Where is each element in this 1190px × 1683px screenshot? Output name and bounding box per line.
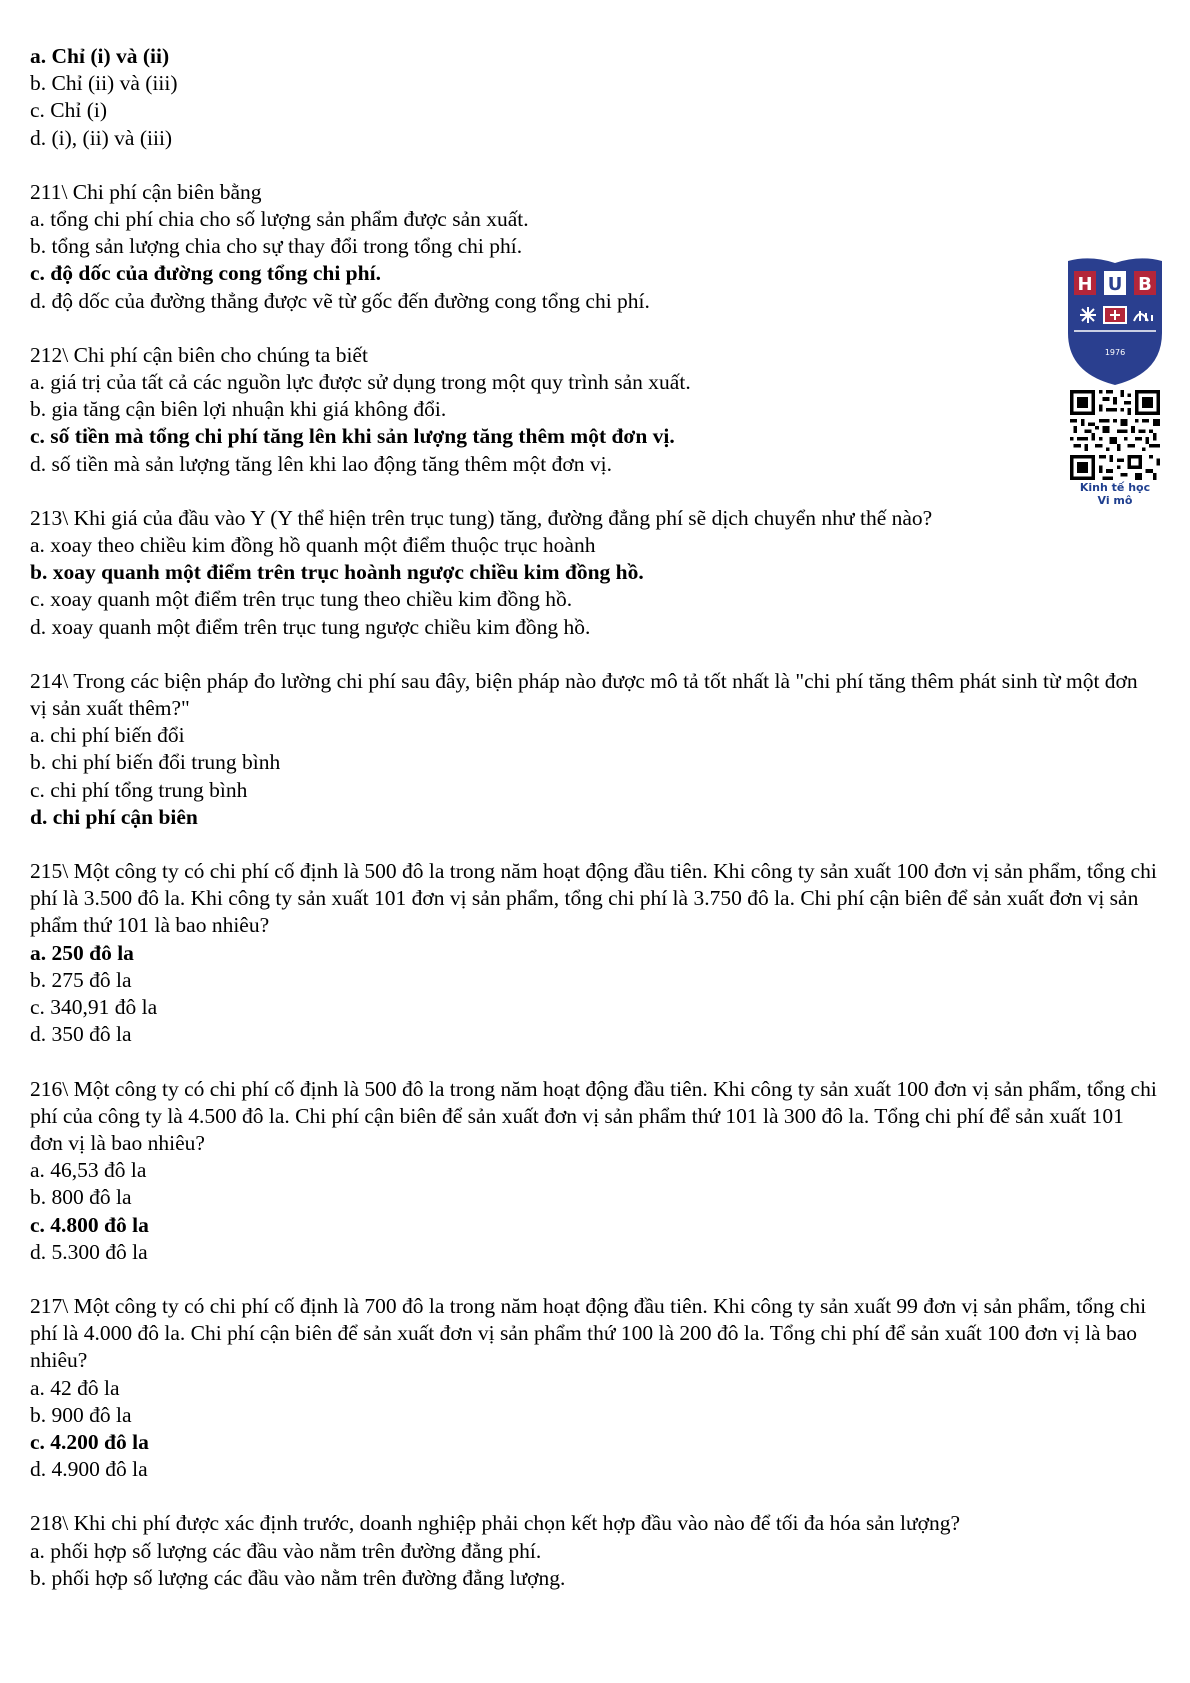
caption-line-2: Vi mô [1097, 494, 1133, 507]
caption-line-1: Kinh tế học [1079, 481, 1151, 494]
question-211 [30, 179, 1165, 315]
question-text: 217\ Một công ty có chi phí cố định là 700 đô la trong năm hoạt động đầu tiên. Khi công ty sản xuất 99 đơn vị sản phẩm, tổng chi phí là 4.000 đô la. Chi phí cận biên để sản xuất đơn vị sản phẩm thứ 100 là 200 đô la. Tổng chi phí để sản xuất 100 đơn vị là bao nhiêu? [30, 1293, 1147, 1373]
option-c: c. 340,91 đô la [30, 995, 158, 1020]
option-b: b. gia tăng cận biên lợi nhuận khi giá không đổi. [30, 397, 447, 422]
option-a: a. tổng chi phí chia cho số lượng sản phẩm được sản xuất. [30, 207, 529, 232]
question-text: 212\ Chi phí cận biên cho chúng ta biết [30, 342, 368, 367]
qr-code-icon [1070, 390, 1160, 480]
option-c: c. 4.200 đô la [30, 1429, 149, 1454]
question-text: 214\ Trong các biện pháp đo lường chi phí sau đây, biện pháp nào được mô tả tốt nhất là "chi phí tăng thêm phát sinh từ một đơn vị sản xuất thêm?" [30, 668, 1138, 721]
logo-letter-h: H [1077, 274, 1093, 295]
option-a: a. Chỉ (i) và (ii) [30, 44, 170, 68]
option-d: d. số tiền mà sản lượng tăng lên khi lao động tăng thêm một đơn vị. [30, 451, 612, 476]
option-b: b. 800 đô la [30, 1185, 132, 1210]
logo-block [1062, 255, 1168, 507]
option-c: c. chi phí tổng trung bình [30, 777, 248, 802]
question-text: 213\ Khi giá của đầu vào Y (Y thể hiện trên trục tung) tăng, đường đẳng phí sẽ dịch chuyển như thế nào? [30, 505, 933, 530]
previous-question-options [30, 43, 1165, 152]
question-text: 218\ Khi chi phí được xác định trước, doanh nghiệp phải chọn kết hợp đầu vào nào để tối đa hóa sản lượng? [30, 1511, 961, 1536]
option-b: b. Chỉ (ii) và (iii) [30, 71, 178, 96]
question-218 [30, 1510, 1165, 1592]
option-d: d. (i), (ii) và (iii) [30, 125, 173, 150]
question-text: 216\ Một công ty có chi phí cố định là 500 đô la trong năm hoạt động đầu tiên. Khi công ty sản xuất 100 đơn vị sản phẩm, tổng chi phí của công ty là 4.500 đô la. Chi phí cận biên để sản xuất đơn vị sản phẩm thứ 101 là 300 đô la. Tổng chi phí để sản xuất 101 đơn vị là bao nhiêu? [30, 1076, 1157, 1155]
question-216 [30, 1076, 1165, 1266]
question-text: 215\ Một công ty có chi phí cố định là 500 đô la trong năm hoạt động đầu tiên. Khi công ty sản xuất 100 đơn vị sản phẩm, tổng chi phí là 3.500 đô la. Khi công ty sản xuất 101 đơn vị sản phẩm, tổng chi phí là 3.750 đô la. Chi phí cận biên để sản xuất đơn vị sản phẩm thứ 101 là bao nhiêu? [30, 859, 1157, 938]
option-b: b. 275 đô la [30, 967, 132, 992]
option-b: b. 900 đô la [30, 1402, 132, 1427]
option-a: a. chi phí biến đổi [30, 723, 185, 748]
question-212 [30, 342, 1165, 478]
option-c: c. xoay quanh một điểm trên trục tung theo chiều kim đồng hồ. [30, 587, 573, 612]
option-a: a. giá trị của tất cả các nguồn lực được sử dụng trong một quy trình sản xuất. [30, 370, 691, 395]
logo-letter-b: B [1138, 274, 1152, 295]
option-b: b. xoay quanh một điểm trên trục hoành ngược chiều kim đồng hồ. [30, 560, 644, 585]
hub-shield-logo-icon [1062, 255, 1168, 387]
option-d: d. 5.300 đô la [30, 1239, 148, 1264]
option-d: d. 350 đô la [30, 1022, 132, 1047]
option-d: d. 4.900 đô la [30, 1457, 148, 1482]
option-c: c. số tiền mà tổng chi phí tăng lên khi sản lượng tăng thêm một đơn vị. [30, 424, 675, 449]
logo-year: 1976 [1104, 348, 1126, 357]
option-c: c. Chỉ (i) [30, 98, 108, 123]
question-217 [30, 1293, 1165, 1483]
option-d: d. xoay quanh một điểm trên trục tung ngược chiều kim đồng hồ. [30, 614, 591, 639]
question-text: 211\ Chi phí cận biên bằng [30, 179, 262, 204]
option-d: d. độ dốc của đường thẳng được vẽ từ gốc đến đường cong tổng chi phí. [30, 288, 650, 313]
document-body [30, 43, 1165, 1592]
option-b: b. chi phí biến đổi trung bình [30, 750, 281, 775]
option-a: a. xoay theo chiều kim đồng hồ quanh một điểm thuộc trục hoành [30, 533, 596, 558]
question-213 [30, 505, 1165, 641]
logo-letter-u: U [1107, 274, 1123, 295]
logo-caption [1062, 481, 1168, 507]
option-a: a. 250 đô la [30, 940, 134, 965]
option-c: c. 4.800 đô la [30, 1212, 149, 1237]
option-b: b. phối hợp số lượng các đầu vào nằm trên đường đẳng lượng. [30, 1565, 566, 1590]
option-d: d. chi phí cận biên [30, 804, 198, 829]
option-a: a. phối hợp số lượng các đầu vào nằm trên đường đẳng phí. [30, 1538, 542, 1563]
option-a: a. 46,53 đô la [30, 1158, 147, 1183]
question-215 [30, 858, 1165, 1048]
option-b: b. tổng sản lượng chia cho sự thay đổi trong tổng chi phí. [30, 234, 523, 259]
option-c: c. độ dốc của đường cong tổng chi phí. [30, 261, 381, 286]
option-a: a. 42 đô la [30, 1375, 120, 1400]
question-214 [30, 668, 1165, 831]
